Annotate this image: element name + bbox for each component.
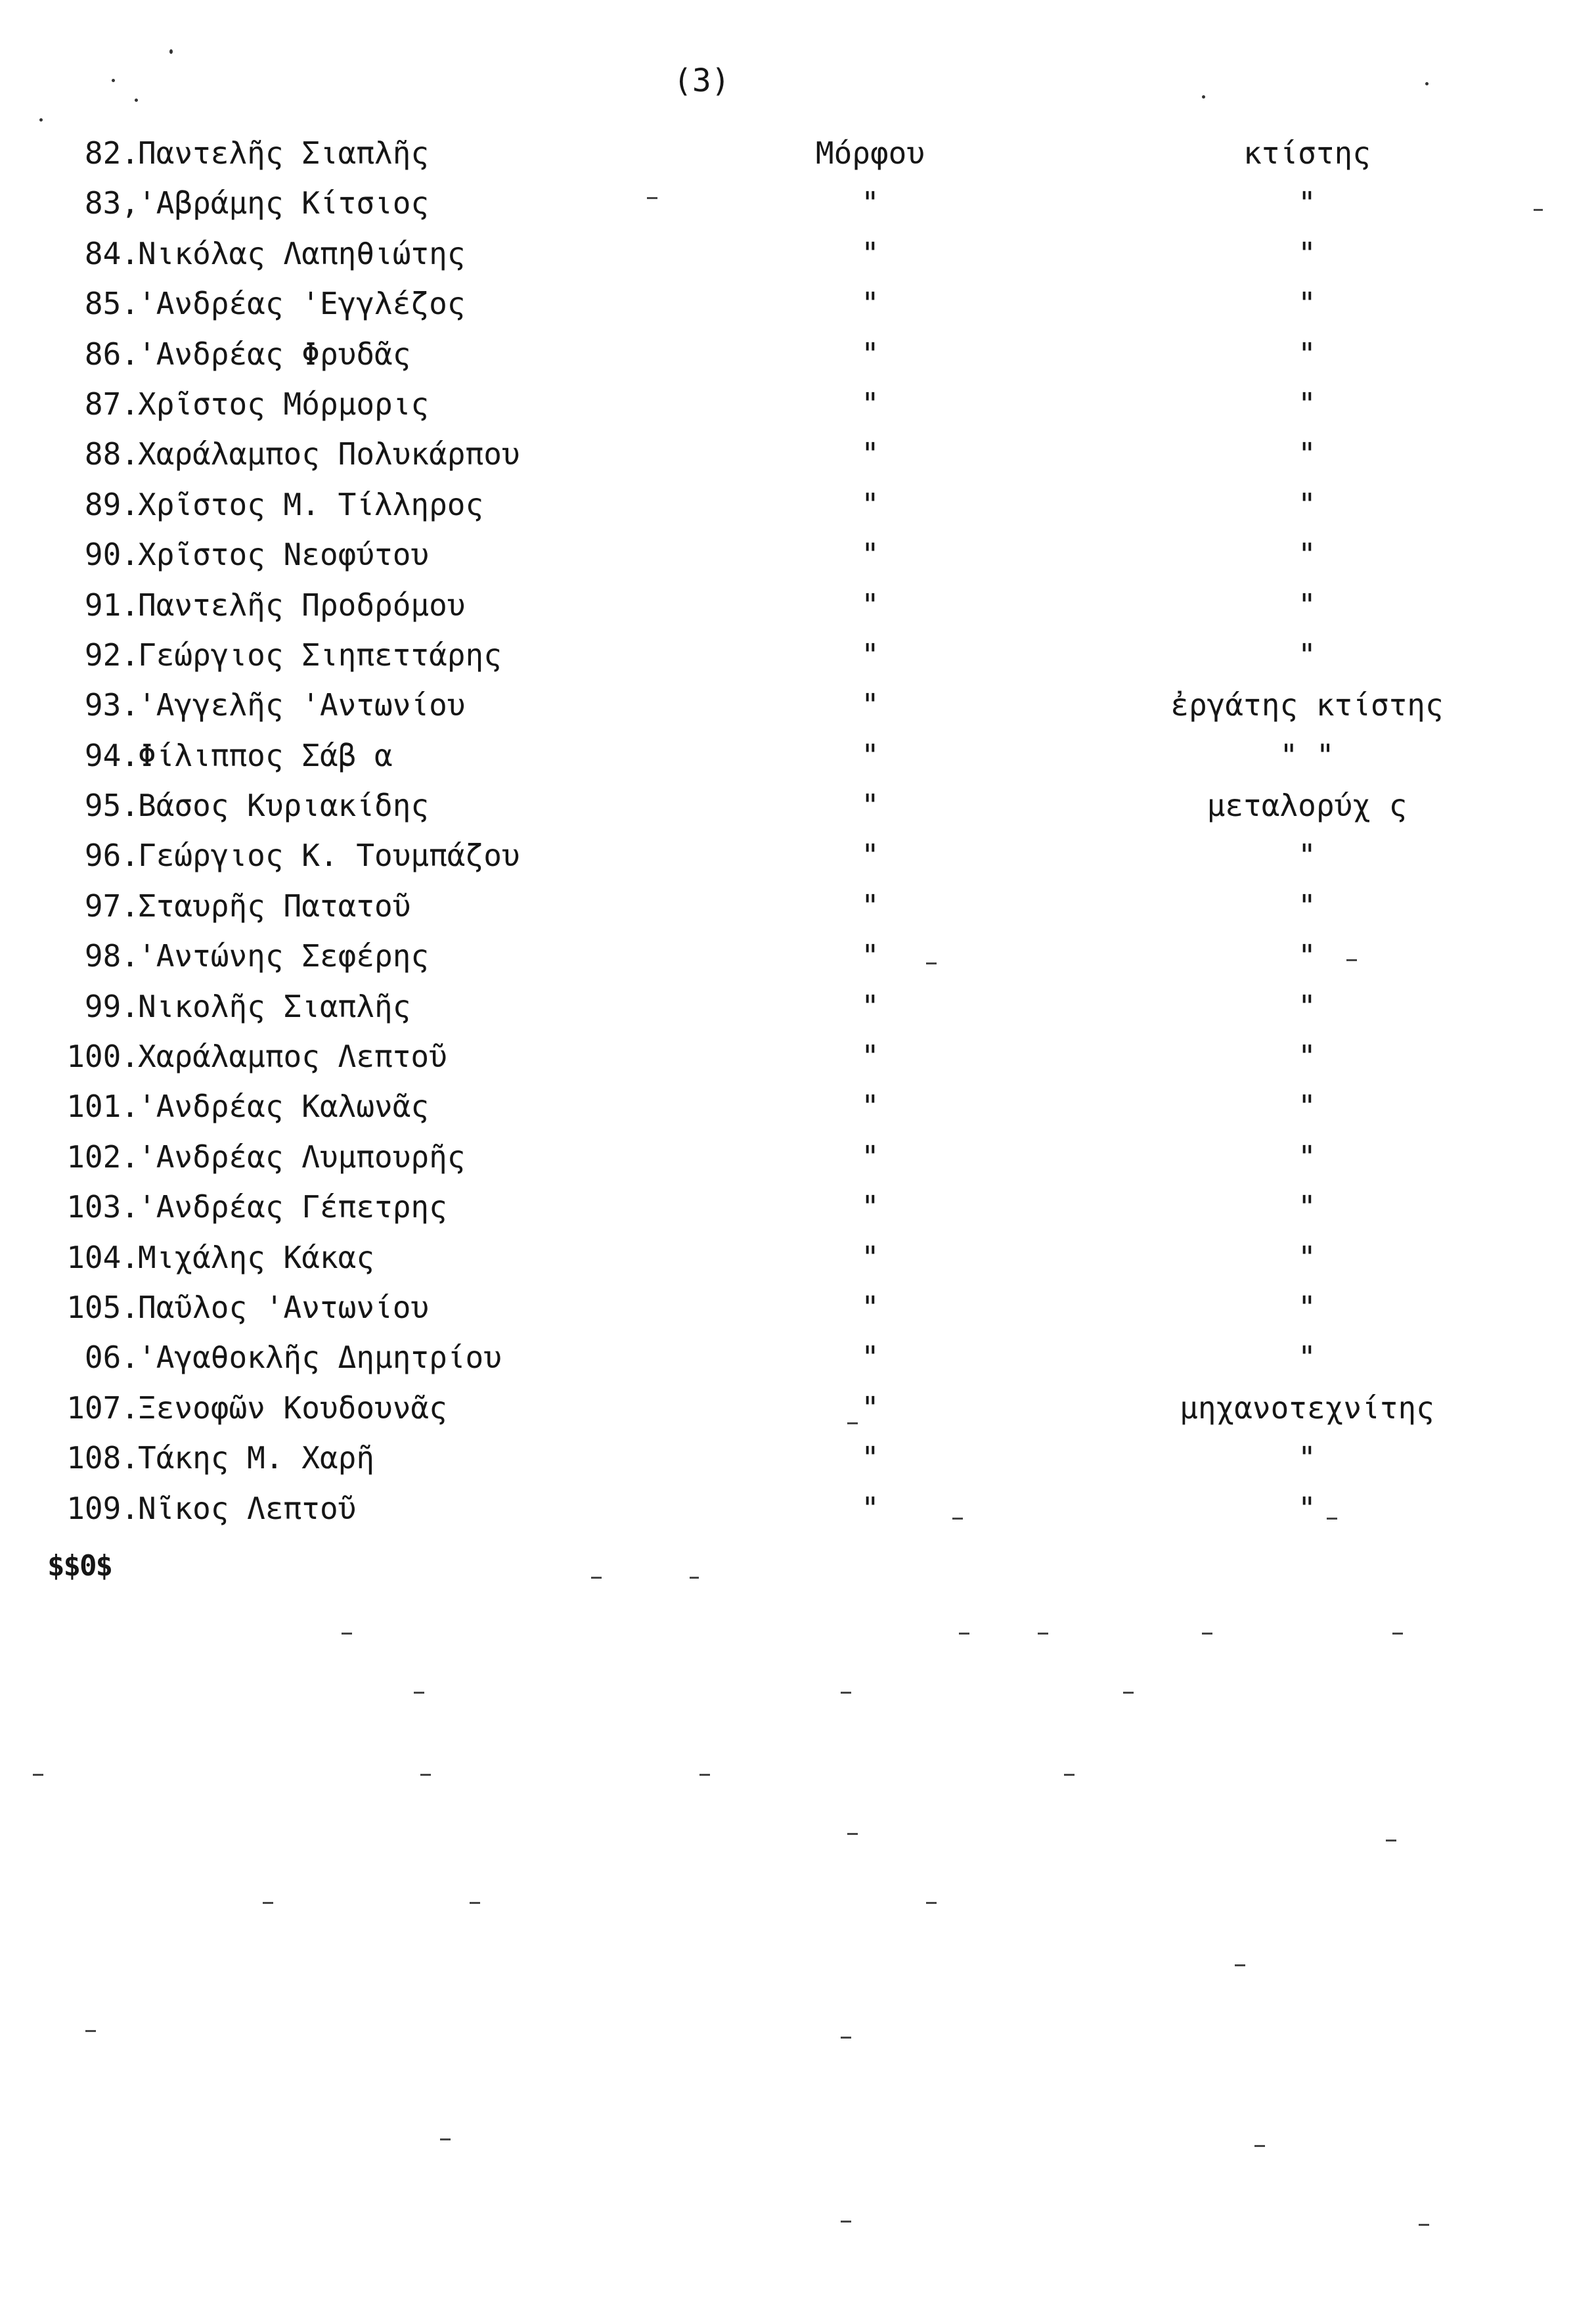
place-of-origin: " — [861, 185, 879, 221]
entry-number: 101. — [66, 1089, 139, 1125]
scan-dash — [1123, 1692, 1134, 1694]
list-item — [0, 229, 1596, 279]
occupation: " — [1298, 336, 1316, 372]
occupation: " — [1298, 537, 1316, 573]
occupation: " — [1298, 1139, 1316, 1175]
person-name: 'Ανδρέας Φρυδᾶς — [138, 336, 411, 372]
list-item — [0, 1132, 1596, 1182]
occupation: " — [1298, 1289, 1316, 1325]
list-item — [0, 982, 1596, 1031]
entry-number: 107. — [66, 1389, 139, 1426]
list-item — [0, 1383, 1596, 1433]
entry-number: 98. — [84, 938, 139, 974]
person-name: Χρῖστος Μ. Τίλληρος — [138, 486, 484, 522]
scan-dash — [1038, 1633, 1048, 1635]
scan-dash — [841, 2221, 851, 2223]
place-of-origin: " — [861, 587, 879, 623]
place-of-origin: Μόρφου — [815, 135, 925, 171]
list-item — [0, 1483, 1596, 1533]
list-item — [0, 630, 1596, 680]
person-name: 'Αγαθοκλῆς Δημητρίου — [138, 1340, 502, 1376]
place-of-origin: " — [861, 838, 879, 874]
person-name: Γεώργιος Σιηπεττάρης — [138, 637, 502, 673]
entry-number: 90. — [84, 537, 139, 573]
scan-dash — [1327, 1518, 1337, 1520]
person-name: Βάσος Κυριακίδης — [138, 788, 430, 824]
entry-number: 99. — [84, 988, 139, 1024]
person-name: 'Ανδρέας Καλωνᾶς — [138, 1089, 430, 1125]
person-name: 'Αβράμης Κίτσιος — [138, 185, 430, 221]
scan-dash — [699, 1774, 710, 1776]
list-item — [0, 128, 1596, 178]
place-of-origin: " — [861, 1490, 879, 1526]
person-name: Χρῖστος Μόρμορις — [138, 386, 430, 422]
entry-number: 06. — [84, 1340, 139, 1376]
scan-speck — [1425, 82, 1429, 85]
place-of-origin: " — [861, 888, 879, 924]
person-name: 'Ανδρέας Λυμπουρῆς — [138, 1139, 466, 1175]
place-of-origin: " — [861, 988, 879, 1024]
person-name: 'Ανδρέας Γέπετρης — [138, 1189, 447, 1225]
list-item — [0, 780, 1596, 830]
occupation: " — [1298, 1089, 1316, 1125]
page-number: (3) — [673, 62, 730, 99]
place-of-origin: " — [861, 737, 879, 773]
occupation: " — [1298, 486, 1316, 522]
occupation: κτίστης — [1243, 135, 1371, 171]
scan-speck — [39, 118, 43, 122]
scan-speck — [169, 49, 173, 54]
list-item — [0, 931, 1596, 981]
person-name: Φίλιππος Σάβ α — [138, 737, 393, 773]
list-item — [0, 1282, 1596, 1332]
occupation: " — [1298, 587, 1316, 623]
occupation: " — [1298, 1239, 1316, 1275]
place-of-origin: " — [861, 687, 879, 723]
list-item — [0, 830, 1596, 880]
person-name: 'Ανδρέας 'Εγγλέζος — [138, 286, 466, 322]
place-of-origin: " — [861, 1039, 879, 1075]
scan-speck — [112, 79, 115, 82]
occupation: " " — [1279, 737, 1335, 773]
scan-dash — [1534, 209, 1543, 211]
entry-number: 102. — [66, 1139, 139, 1175]
scan-dash — [959, 1633, 969, 1635]
scan-dash — [847, 1833, 858, 1835]
person-name: Νικόλας Λαπηθιώτης — [138, 235, 466, 271]
scan-dash — [414, 1692, 424, 1694]
person-name: Νικολῆς Σιαπλῆς — [138, 988, 411, 1024]
scan-dash — [1346, 959, 1357, 961]
list-item — [0, 429, 1596, 479]
list-item — [0, 1332, 1596, 1382]
list-item — [0, 1232, 1596, 1282]
place-of-origin: " — [861, 1389, 879, 1426]
scan-dash — [1064, 1774, 1075, 1776]
place-of-origin: " — [861, 537, 879, 573]
place-of-origin: " — [861, 1340, 879, 1376]
list-item — [0, 1031, 1596, 1081]
entry-number: 95. — [84, 788, 139, 824]
scan-speck — [1202, 95, 1205, 99]
occupation: " — [1298, 637, 1316, 673]
place-of-origin: " — [861, 1189, 879, 1225]
list-item — [0, 881, 1596, 931]
place-of-origin: " — [861, 1289, 879, 1325]
occupation: μεταλορύχ ς — [1207, 788, 1408, 824]
entry-number: 105. — [66, 1289, 139, 1325]
entry-number: 97. — [84, 888, 139, 924]
scan-speck — [135, 99, 138, 102]
occupation: " — [1298, 386, 1316, 422]
person-name: 'Αντώνης Σεφέρης — [138, 938, 430, 974]
occupation: " — [1298, 1189, 1316, 1225]
person-name: Μιχάλης Κάκας — [138, 1239, 375, 1275]
list-item — [0, 279, 1596, 328]
entry-number: 91. — [84, 587, 139, 623]
place-of-origin: " — [861, 938, 879, 974]
scan-dash — [647, 197, 657, 199]
list-item — [0, 379, 1596, 429]
entry-number: 88. — [84, 436, 139, 472]
scan-dash — [33, 1774, 43, 1776]
register-list — [0, 128, 1596, 1533]
scan-dash — [420, 1774, 431, 1776]
person-name: Νῖκος Λεπτοῦ — [138, 1490, 357, 1526]
entry-number: 109. — [66, 1490, 139, 1526]
person-name: 'Αγγελῆς 'Αντωνίου — [138, 687, 466, 723]
scan-dash — [926, 1902, 937, 1904]
place-of-origin: " — [861, 486, 879, 522]
occupation: " — [1298, 938, 1316, 974]
scan-dash — [1202, 1633, 1212, 1635]
list-item — [0, 1182, 1596, 1232]
list-item — [0, 580, 1596, 630]
entry-number: 87. — [84, 386, 139, 422]
entry-number: 103. — [66, 1189, 139, 1225]
person-name: Παῦλος 'Αντωνίου — [138, 1289, 430, 1325]
entry-number: 96. — [84, 838, 139, 874]
person-name: Ξενοφῶν Κουδουνᾶς — [138, 1389, 447, 1426]
occupation: " — [1298, 286, 1316, 322]
place-of-origin: " — [861, 235, 879, 271]
place-of-origin: " — [861, 336, 879, 372]
scan-dash — [926, 962, 937, 964]
occupation: " — [1298, 436, 1316, 472]
entry-number: 89. — [84, 486, 139, 522]
place-of-origin: " — [861, 1239, 879, 1275]
scan-dash — [440, 2138, 451, 2140]
person-name: Γεώργιος Κ. Τουμπάζου — [138, 838, 520, 874]
person-name: Χαράλαμπος Πολυκάρπου — [138, 436, 520, 472]
entry-number: 85. — [84, 286, 139, 322]
place-of-origin: " — [861, 1440, 879, 1476]
place-of-origin: " — [861, 1139, 879, 1175]
occupation: ἐργάτης κτίστης — [1170, 687, 1444, 723]
person-name: Παντελῆς Σιαπλῆς — [138, 135, 430, 171]
scan-dash — [591, 1577, 602, 1579]
scan-dash — [1392, 1633, 1403, 1635]
scan-dash — [1386, 1840, 1396, 1841]
place-of-origin: " — [861, 386, 879, 422]
occupation: " — [1298, 1340, 1316, 1376]
occupation: " — [1298, 1490, 1316, 1526]
scan-dash — [1235, 1964, 1245, 1966]
footer-mark: $$0$ — [47, 1549, 112, 1583]
occupation: " — [1298, 235, 1316, 271]
occupation: " — [1298, 838, 1316, 874]
scan-dash — [847, 1422, 858, 1424]
list-item — [0, 680, 1596, 730]
place-of-origin: " — [861, 286, 879, 322]
list-item — [0, 731, 1596, 780]
entry-number: 104. — [66, 1239, 139, 1275]
occupation: " — [1298, 1440, 1316, 1476]
occupation: " — [1298, 988, 1316, 1024]
person-name: Παντελῆς Προδρόμου — [138, 587, 466, 623]
entry-number: 82. — [84, 135, 139, 171]
entry-number: 92. — [84, 637, 139, 673]
list-item — [0, 178, 1596, 228]
entry-number: 94. — [84, 737, 139, 773]
scan-dash — [342, 1633, 352, 1635]
entry-number: 93. — [84, 687, 139, 723]
scan-dash — [85, 2030, 96, 2032]
place-of-origin: " — [861, 788, 879, 824]
person-name: Χαράλαμπος Λεπτοῦ — [138, 1039, 447, 1075]
person-name: Χρῖστος Νεοφύτου — [138, 537, 430, 573]
list-item — [0, 530, 1596, 579]
person-name: Σταυρῆς Πατατοῦ — [138, 888, 411, 924]
place-of-origin: " — [861, 1089, 879, 1125]
occupation: μηχανοτεχνίτης — [1180, 1389, 1434, 1426]
list-item — [0, 1433, 1596, 1483]
scan-dash — [263, 1902, 273, 1904]
scan-dash — [470, 1902, 480, 1904]
occupation: " — [1298, 185, 1316, 221]
entry-number: 100. — [66, 1039, 139, 1075]
list-item — [0, 480, 1596, 530]
entry-number: 83, — [84, 185, 139, 221]
list-item — [0, 329, 1596, 379]
entry-number: 108. — [66, 1440, 139, 1476]
entry-number: 84. — [84, 235, 139, 271]
scan-dash — [690, 1577, 699, 1579]
occupation: " — [1298, 1039, 1316, 1075]
occupation: " — [1298, 888, 1316, 924]
person-name: Τάκης Μ. Χαρῆ — [138, 1440, 375, 1476]
entry-number: 86. — [84, 336, 139, 372]
place-of-origin: " — [861, 436, 879, 472]
scan-dash — [1419, 2224, 1429, 2226]
scan-dash — [952, 1518, 963, 1520]
scan-dash — [1254, 2145, 1265, 2147]
scan-dash — [841, 1692, 851, 1694]
scan-dash — [841, 2037, 851, 2039]
list-item — [0, 1081, 1596, 1131]
place-of-origin: " — [861, 637, 879, 673]
